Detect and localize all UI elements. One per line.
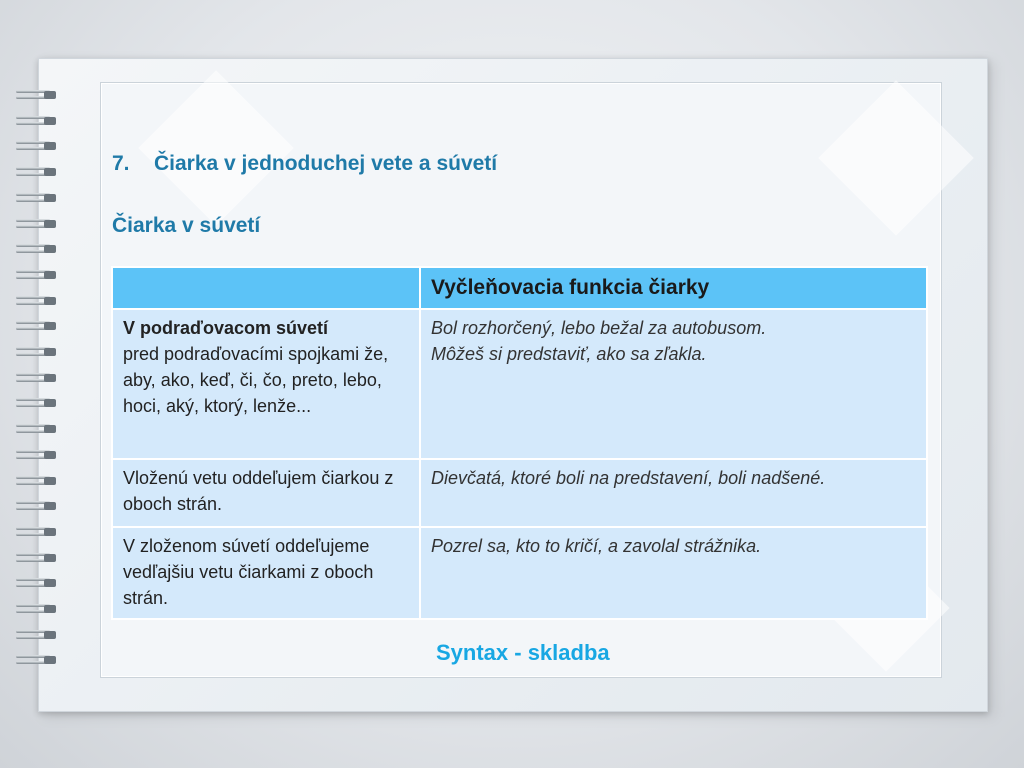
example-line: Bol rozhorčený, lebo bežal za autobusom. [431,318,767,338]
spiral-ring [14,165,60,179]
spiral-ring [14,294,60,308]
slide-title-text: Čiarka v jednoduchej vete a súvetí [154,152,498,175]
spiral-ring [14,396,60,410]
example-text: Dievčatá, ktoré boli na predstavení, boli nadšené. [431,468,826,488]
rule-text: Vloženú vetu oddeľujem čiarkou z oboch strán. [123,468,394,514]
spiral-ring [14,499,60,513]
spiral-ring [14,88,60,102]
spiral-ring [14,628,60,642]
example-cell [420,527,927,619]
rule-text: V zloženom súvetí oddeľujeme vedľajšiu vetu čiarkami z oboch strán. [123,536,374,608]
table-header-function: Vyčleňovacia funkcia čiarky [420,267,927,309]
slide-subtitle: Čiarka v súvetí [112,214,261,237]
rule-title: V podraďovacom súvetí [123,318,328,338]
table-row [112,459,927,527]
spiral-ring [14,217,60,231]
spiral-ring [14,422,60,436]
spiral-ring [14,268,60,282]
spiral-ring [14,242,60,256]
spiral-ring [14,525,60,539]
spiral-ring [14,371,60,385]
slide-footer: Syntax - skladba [436,640,610,665]
spiral-ring [14,319,60,333]
example-cell [420,309,927,459]
slide-title-number: 7. [112,152,130,175]
spiral-ring [14,576,60,590]
rule-cell [112,527,420,619]
example-cell [420,459,927,527]
rule-text: pred podraďovacími spojkami že, aby, ako, keď, či, čo, preto, lebo, hoci, aký, ktorý, lenže... [123,344,389,416]
table-header-empty [112,267,420,309]
table-row [112,309,927,459]
example-text: Pozrel sa, kto to kričí, a zavolal strážnika. [431,536,762,556]
table-header-row [112,267,927,309]
decorative-diamond [138,70,294,226]
spiral-ring [14,653,60,667]
spiral-ring [14,602,60,616]
spiral-ring [14,191,60,205]
example-line: Môžeš si predstaviť, ako sa zľakla. [431,344,707,364]
spiral-ring [14,345,60,359]
spiral-ring [14,551,60,565]
rule-cell [112,459,420,527]
spiral-ring [14,448,60,462]
comma-rules-table [111,266,928,620]
spiral-binding [14,88,62,688]
rule-cell [112,309,420,459]
spiral-ring [14,139,60,153]
slide-title [112,152,497,176]
table-row [112,527,927,619]
spiral-ring [14,114,60,128]
spiral-ring [14,474,60,488]
